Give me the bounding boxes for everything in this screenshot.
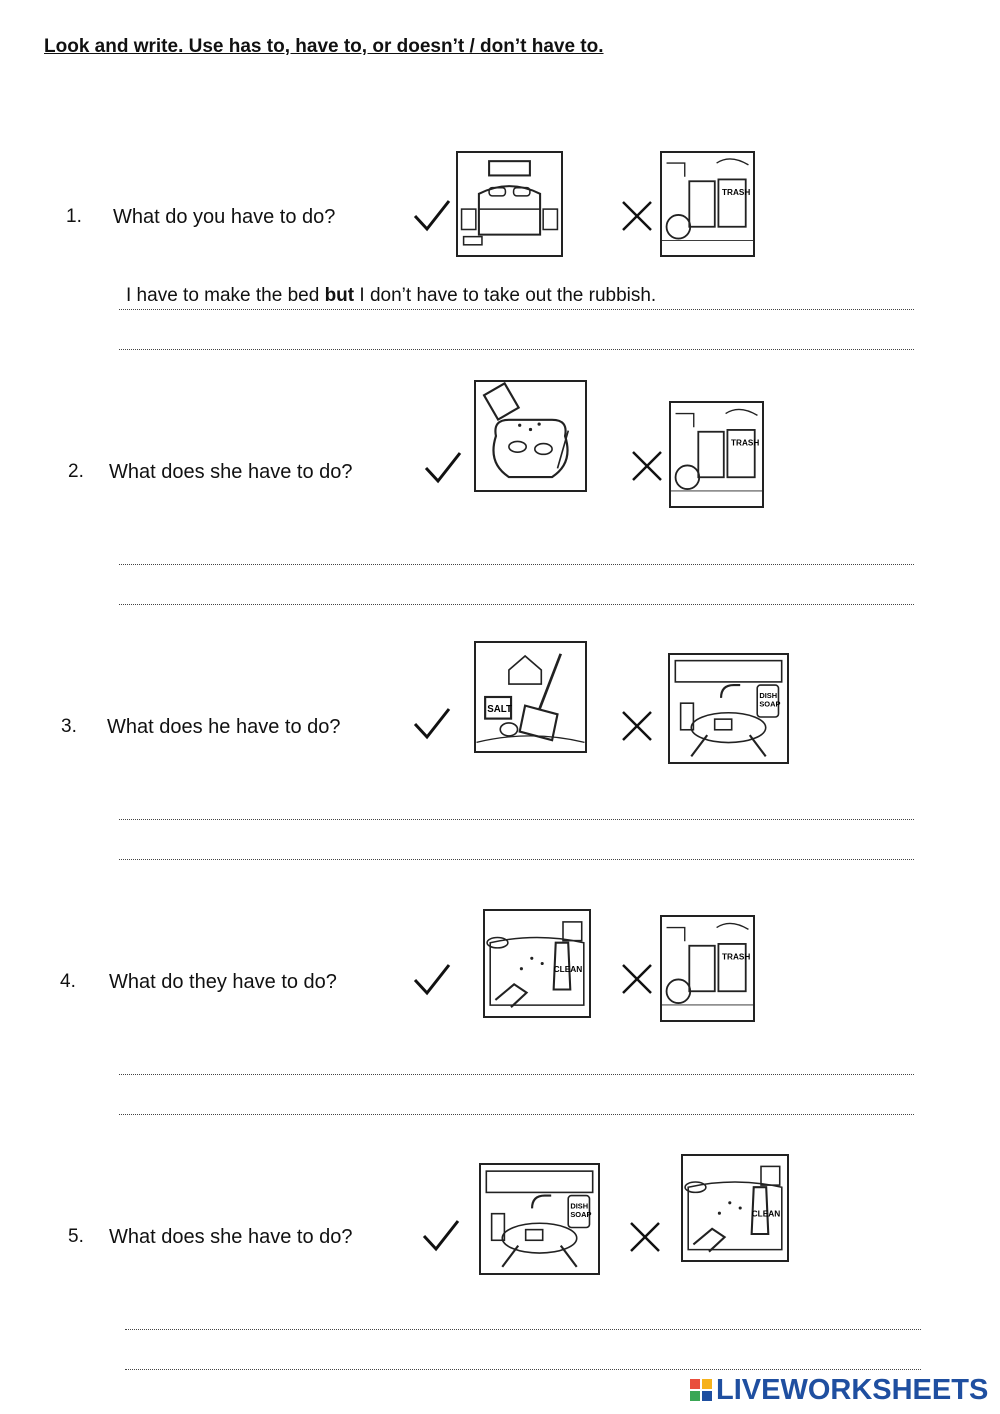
salt-label: SALT bbox=[487, 704, 512, 716]
snow-shovel-picture bbox=[474, 641, 587, 753]
answer-line[interactable] bbox=[125, 1369, 921, 1370]
dish-soap-label-1: DISH bbox=[570, 1201, 589, 1211]
trash-label: TRASH bbox=[722, 952, 751, 962]
answer-line[interactable] bbox=[119, 564, 914, 565]
check-icon bbox=[423, 450, 463, 486]
question-1-example-answer bbox=[126, 285, 656, 307]
question-2-text: What does she have to do? bbox=[109, 461, 353, 483]
dish-soap-label-2: SOAP bbox=[759, 699, 781, 709]
question-5-text: What does she have to do? bbox=[109, 1226, 353, 1248]
dish-washing-picture bbox=[479, 1163, 600, 1275]
dish-soap-label-1: DISH bbox=[759, 690, 778, 700]
check-icon bbox=[421, 1218, 461, 1254]
answer-line[interactable] bbox=[119, 859, 914, 860]
question-2-number: 2. bbox=[68, 461, 84, 482]
answer-part-1: I have to make the bed bbox=[126, 285, 325, 306]
trash-picture bbox=[660, 915, 755, 1022]
answer-part-2: I don’t have to take out the rubbish. bbox=[354, 285, 657, 306]
answer-line[interactable] bbox=[125, 1329, 921, 1330]
question-5-number: 5. bbox=[68, 1226, 84, 1247]
answer-line[interactable] bbox=[119, 819, 914, 820]
answer-line bbox=[119, 309, 914, 310]
answer-line[interactable] bbox=[119, 1074, 914, 1075]
cross-icon bbox=[620, 709, 654, 743]
trash-picture bbox=[669, 401, 764, 508]
question-4-number: 4. bbox=[60, 971, 76, 992]
trash-picture bbox=[660, 151, 755, 257]
check-icon bbox=[412, 198, 452, 234]
cross-icon bbox=[620, 962, 654, 996]
cross-icon bbox=[628, 1220, 662, 1254]
worksheet-title: Look and write. Use has to, have to, or doesn’t / don’t have to. bbox=[44, 36, 604, 57]
liveworksheets-logo: LIVEWORKSHEETS bbox=[716, 1374, 989, 1406]
question-1-number: 1. bbox=[66, 206, 82, 227]
check-icon bbox=[412, 962, 452, 998]
cross-icon bbox=[620, 199, 654, 233]
question-4-text: What do they have to do? bbox=[109, 971, 337, 993]
liveworksheets-logo-icon bbox=[690, 1379, 712, 1401]
answer-bold-word: but bbox=[324, 285, 355, 306]
trash-label: TRASH bbox=[722, 187, 751, 197]
bed-picture bbox=[456, 151, 563, 257]
answer-line[interactable] bbox=[119, 604, 914, 605]
cross-icon bbox=[630, 449, 664, 483]
question-3-text: What does he have to do? bbox=[107, 716, 341, 738]
answer-line[interactable] bbox=[119, 349, 914, 350]
table-cleaning-picture bbox=[681, 1154, 789, 1262]
question-3-number: 3. bbox=[61, 716, 77, 737]
dish-washing-picture bbox=[668, 653, 789, 764]
trash-label: TRASH bbox=[731, 438, 760, 448]
clean-label: CLEAN bbox=[553, 963, 583, 974]
fish-feeding-picture bbox=[474, 380, 587, 492]
dish-soap-label-2: SOAP bbox=[570, 1209, 592, 1219]
table-cleaning-picture bbox=[483, 909, 591, 1018]
answer-line[interactable] bbox=[119, 1114, 914, 1115]
clean-label: CLEAN bbox=[751, 1208, 781, 1219]
check-icon bbox=[412, 706, 452, 742]
question-1-text: What do you have to do? bbox=[113, 206, 336, 228]
